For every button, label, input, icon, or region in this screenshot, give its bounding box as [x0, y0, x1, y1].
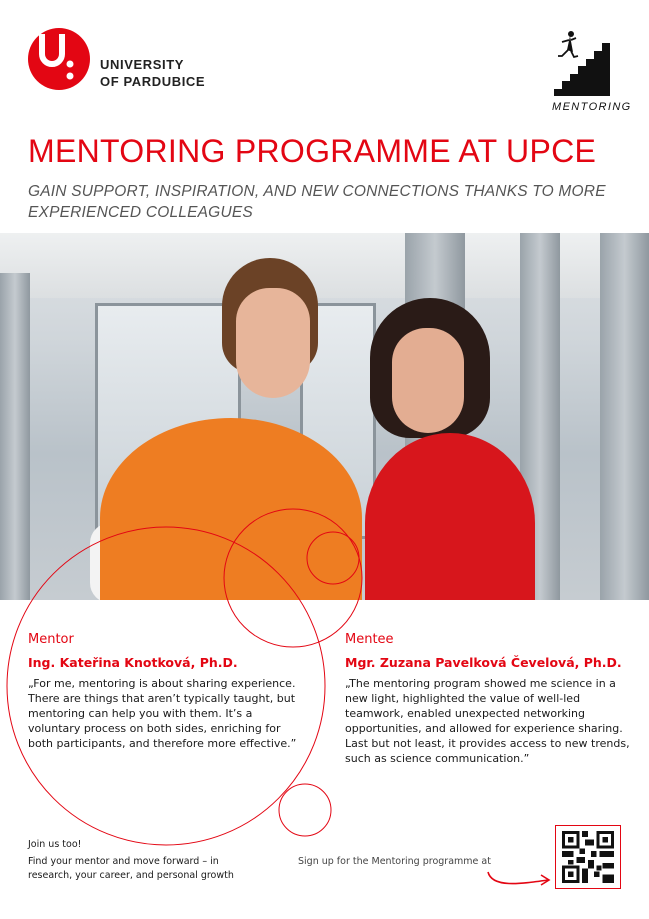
- qr-code-frame[interactable]: [555, 825, 621, 889]
- university-logo-icon: [28, 28, 90, 90]
- page-subtitle: GAIN SUPPORT, INSPIRATION, AND NEW CONNECTIONS THANKS TO MORE EXPERIENCED COLLEAGUES: [28, 183, 606, 221]
- university-name-line2: OF PARDUBICE: [100, 74, 206, 89]
- mentoring-logo-label: MENTORING: [552, 101, 632, 113]
- small-bottom-circle: [279, 784, 331, 836]
- qr-code-icon[interactable]: [561, 831, 615, 883]
- mentor-name: Ing. Kateřina Knotková, Ph.D.: [28, 655, 238, 670]
- join-heading: Join us too!: [28, 839, 82, 850]
- join-text: Find your mentor and move forward – in research, your career, and personal growth: [28, 856, 234, 881]
- mentee-role-label: Mentee: [345, 632, 394, 647]
- person1-face: [236, 288, 310, 398]
- university-logo-glyph: [28, 28, 90, 90]
- mentor-role-label: Mentor: [28, 632, 74, 647]
- university-name: [100, 56, 205, 90]
- arrow-head-icon: [541, 875, 549, 885]
- hero-photo: [0, 233, 649, 600]
- mentor-quote: „For me, mentoring is about sharing experience. There are things that aren’t typically taught, but mentoring can help you with them. It’s a voluntary process on both sides, enriching for both participants, and therefore more effective.”: [28, 677, 297, 750]
- person2-red-turtleneck: [365, 433, 535, 600]
- university-name-line1: UNIVERSITY: [100, 57, 185, 72]
- photo-pillar-far-right: [600, 233, 649, 600]
- page-title: MENTORING PROGRAMME AT UPCE: [28, 133, 597, 169]
- arrow-right-icon: [488, 872, 548, 884]
- mentee-quote: „The mentoring program showed me science in a new light, highlighted the value of well-led teamwork, enabled unexpected networking opportunities, and allowed for experience sharing. Last but not least, it provides access to new trends, such as science communication.”: [345, 677, 630, 765]
- person2-face: [392, 328, 464, 433]
- photo-pillar-left: [0, 273, 30, 600]
- signup-text: Sign up for the Mentoring programme at: [298, 856, 491, 867]
- mentee-name: Mgr. Zuzana Pavelková Čevelová, Ph.D.: [345, 655, 622, 670]
